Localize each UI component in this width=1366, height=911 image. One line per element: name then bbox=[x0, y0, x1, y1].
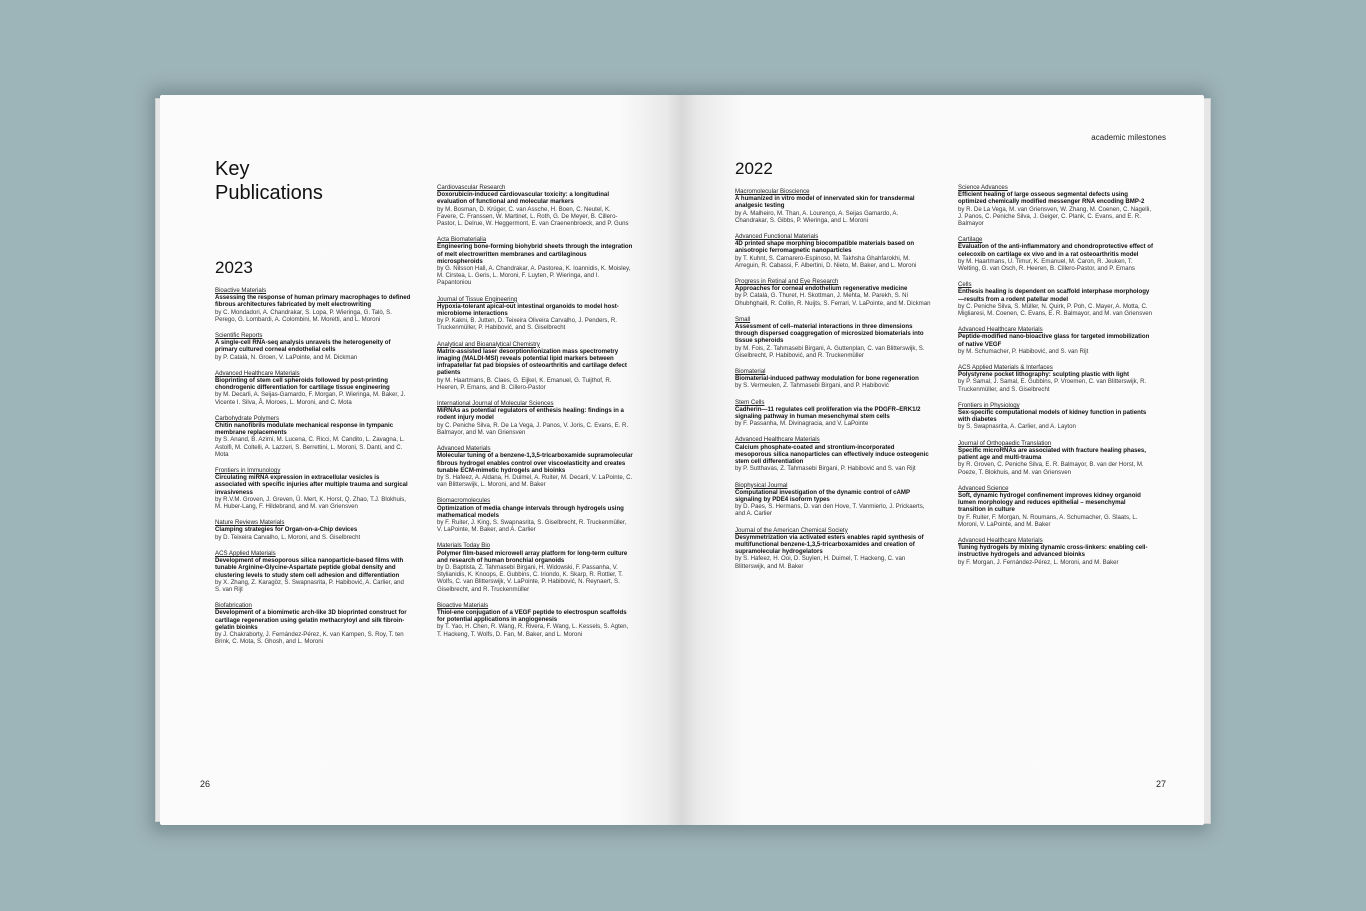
publication-authors: by D. Baptista, Z. Tahmasebi Birgani, H. Widowski, F. Passanha, V. Stylianidis, K. Knoops, E. Gubbins, C. Iriondo, K. Skarp, R. Rottier, T. Wolfs, C. van Blitterswijk, V. LaPointe, P. Habibović, N. Reynaert, S. Giselbrecht, and R. Truckenmüller bbox=[437, 563, 623, 593]
publication-list bbox=[215, 287, 411, 645]
journal-name: Bioactive Materials bbox=[437, 601, 489, 609]
publication-entry bbox=[958, 184, 1154, 227]
journal-name: Scientific Reports bbox=[215, 332, 263, 340]
publication-authors: by M. Schumacher, P. Habibović, and S. van Rijt bbox=[958, 347, 1089, 355]
publication-entry bbox=[735, 436, 931, 472]
publication-entry bbox=[437, 184, 633, 227]
year-heading-2023: 2023 bbox=[215, 258, 253, 277]
journal-name: Bioactive Materials bbox=[215, 287, 267, 294]
journal-name: Science Advances bbox=[958, 184, 1008, 191]
right-column-2 bbox=[958, 184, 1154, 575]
publication-authors: by M. Haartmans, U. Timur, K. Emanuel, M. Caron, R. Jeuken, T. Welting, G. van Osch, R. Heeren, B. Cillero-Pastor, and P. Emans bbox=[958, 257, 1135, 273]
publication-entry bbox=[958, 402, 1154, 431]
left-column-1 bbox=[215, 258, 411, 654]
right-page bbox=[682, 95, 1204, 825]
publication-entry bbox=[735, 368, 931, 390]
publication-entry bbox=[437, 497, 633, 533]
publication-title: Evaluation of the anti-inflammatory and chondroprotective effect of celecoxib on cartilage ex vivo and in a rat osteoarthritis model bbox=[958, 243, 1154, 258]
publication-title: Engineering bone-forming biohybrid sheets through the integration of melt electrowritten membranes and cartilaginous microspheroids bbox=[437, 243, 633, 265]
page-title: Key Publications bbox=[215, 158, 323, 204]
publication-authors: by R. Groven, C. Peniche Silva, E. R. Balmayor, B. van der Horst, M. Poeze, T. Blokhuis, and M. van Griensven bbox=[958, 461, 1144, 476]
publication-title: Doxorubicin-induced cardiovascular toxicity: a longitudinal evaluation of functional and molecular markers bbox=[437, 191, 610, 206]
left-column-2 bbox=[437, 184, 633, 647]
publication-entry bbox=[215, 370, 411, 406]
journal-name: Acta Biomaterialia bbox=[437, 236, 487, 244]
publication-entry bbox=[437, 445, 633, 488]
journal-name: Advanced Functional Materials bbox=[735, 233, 819, 241]
publication-authors: by M. Fois, Z. Tahmasebi Birgani, A. Guttenplan, C. van Blitterswijk, S. Giselbrecht, P. Habibović, and R. Truckenmüller bbox=[735, 344, 925, 359]
publication-title: Bioprinting of stem cell spheroids followed by post-printing chondrogenic differentiation for cartilage tissue engineering bbox=[215, 377, 390, 392]
left-page bbox=[160, 95, 682, 825]
journal-name: Analytical and Bioanalytical Chemistry bbox=[437, 340, 540, 348]
publication-authors: by F. Ruiter, J. King, S. Swapnasrita, S. Giselbrecht, R. Truckenmüller, V. LaPointe, M. Baker, and A. Carlier bbox=[437, 518, 627, 534]
journal-name: Advanced Healthcare Materials bbox=[958, 326, 1043, 334]
journal-name: ACS Applied Materials & Interfaces bbox=[958, 364, 1053, 372]
publication-title: A humanized in vitro model of innervated skin for transdermal analgesic testing bbox=[735, 195, 915, 210]
journal-name: Journal of Tissue Engineering bbox=[437, 295, 518, 303]
publication-authors: by X. Zhang, Z. Karagöz, S. Swapnasrita, P. Habibović, A. Carlier, and S. van Rijt bbox=[215, 578, 404, 593]
journal-name: Biomaterial bbox=[735, 368, 766, 376]
publication-authors: by F. Ruiter, F. Morgan, N. Roumans, A. Schumacher, G. Slaats, L. Moroni, V. LaPointe, and M. Baker bbox=[958, 513, 1138, 528]
publication-title: Assessment of cell–material interactions in three dimensions through dispersed coaggregation of microsized biomaterials into tissue spheroids bbox=[735, 323, 924, 345]
publication-title: Development of a biomimetic arch-like 3D bioprinted construct for cartilage regeneration using gelatin methacryloyl and silk fibroin-gelatin bioinks bbox=[215, 609, 407, 631]
journal-name: Advanced Healthcare Materials bbox=[215, 369, 300, 377]
publication-entry bbox=[958, 236, 1154, 272]
publication-title: Hypoxia-tolerant apical-out intestinal organoids to model host-microbiome interactions bbox=[437, 302, 619, 318]
journal-name: Carbohydrate Polymers bbox=[215, 414, 280, 422]
publication-entry bbox=[215, 602, 411, 645]
journal-name: Small bbox=[735, 315, 751, 323]
publication-authors: by S. Anand, B. Azimi, M. Lucena, C. Ricci, M. Candito, L. Zavagna, L. Astolfi, M. Coltelli, A. Lazzeri, S. Berrettini, L. Moroni, S. Danti, and C. Mota bbox=[215, 436, 405, 458]
publication-authors: by M. Decarli, A. Seijas-Gamardo, F. Morgan, P. Wieringa, M. Baker, J. Vicente I. Silva, Â. Moroes, L. Moroni, and C. Mota bbox=[215, 391, 406, 406]
journal-name: Nature Reviews Materials bbox=[215, 519, 285, 527]
journal-name: Journal of the American Chemical Society bbox=[735, 526, 848, 534]
journal-name: Biophysical Journal bbox=[735, 481, 788, 489]
journal-name: ACS Applied Materials bbox=[215, 549, 276, 557]
journal-name: Journal of Orthopaedic Translation bbox=[958, 439, 1052, 447]
publication-authors: by P. Català, N. Groen, V. LaPointe, and M. Dickman bbox=[215, 353, 358, 361]
publication-title: Molecular tuning of a benzene-1,3,5-tricarboxamide supramolecular fibrous hydrogel enables control over viscoelasticity and creates tunable ECM-mimetic hydrogels and bioinks bbox=[437, 452, 633, 474]
publication-entry bbox=[735, 233, 931, 269]
publication-authors: by T. Kuhnt, S. Camarero-Espinoso, M. Takhsha Ghahfarokhi, M. Arreguin, R. Cabassi, F. Albertini, D. Nieto, M. Baker, and L. Moroni bbox=[735, 254, 917, 269]
publication-authors: by G. Nilsson Hall, A. Chandrakar, A. Pastorea, K. Ioannidis, K. Moisley, M. Cirstea, L. Geris, L. Moroni, F. Luyten, P. Wieringa, and I. Papantoniou bbox=[437, 265, 631, 287]
publication-entry bbox=[735, 188, 931, 224]
publication-authors: by F. Morgan, J. Fernández-Pérez, L. Moroni, and M. Baker bbox=[958, 558, 1119, 566]
publication-title: Sex-specific computational models of kidney function in patients with diabetes bbox=[958, 409, 1147, 424]
publication-authors: by S. Vermeulen, Z. Tahmasebi Birgani, and P. Habibović bbox=[735, 382, 889, 390]
journal-name: Progress in Retinal and Eye Research bbox=[735, 278, 839, 286]
publication-entry bbox=[437, 400, 633, 436]
publication-title: Computational investigation of the dynamic control of cAMP signaling by PDE4 isoform types bbox=[735, 488, 910, 503]
publication-entry bbox=[735, 399, 931, 428]
running-header: academic milestones bbox=[1091, 133, 1166, 142]
publication-authors: by C. Peniche Silva, S. Müller, N. Quirk, P. Poh, C. Mayer, A. Motta, C. Migliaresi, M. Coenen, C. Evans, E. R. Balmayor, and M. van Griensven bbox=[958, 302, 1153, 318]
publication-authors: by F. Passanha, M. Divinagracia, and V. LaPointe bbox=[735, 420, 869, 428]
journal-name: Frontiers in Immunology bbox=[215, 467, 281, 475]
publication-entry bbox=[958, 537, 1154, 566]
publication-title: Efficient healing of large osseous segmental defects using optimized chemically modified messenger RNA encoding BMP-2 bbox=[958, 191, 1145, 206]
publication-entry bbox=[958, 281, 1154, 317]
publication-entry bbox=[735, 482, 931, 518]
publication-authors: by M. Bosman, D. Krüger, C. van Assche, H. Boen, C. Neutel, K. Favere, C. Franssen, W. Martinet, L. Roth, G. De Meyer, B. Cillero-Pastor, L. Delrue, W. Heggermont, E. van Craenenbroeck, and P. Guns bbox=[437, 205, 629, 228]
publication-entry bbox=[437, 602, 633, 638]
publication-entry bbox=[735, 278, 931, 307]
year-heading-2022: 2022 bbox=[735, 159, 773, 178]
publication-title: Calcium phosphate-coated and strontium-incorporated mesoporous silica nanoparticles can effectively induce osteogenic stem cell differentiation bbox=[735, 443, 929, 466]
journal-name: Cells bbox=[958, 281, 972, 289]
publication-authors: by P. Català, G. Thuret, H. Skottman, J. Mehta, M. Parekh, S. Ní Dhubhghaill, R. Collin, R. Nuijts, S. Ferrari, V. LaPointe, and M. Dickman bbox=[735, 292, 931, 307]
journal-name: International Journal of Molecular Sciences bbox=[437, 400, 554, 408]
journal-name: Advanced Healthcare Materials bbox=[735, 436, 820, 444]
publication-title: Specific microRNAs are associated with fracture healing phases, patient age and multi-trauma bbox=[958, 446, 1146, 462]
publication-list bbox=[437, 184, 633, 638]
publication-title: Clamping strategies for Organ-on-a-Chip devices bbox=[215, 526, 358, 534]
publication-entry bbox=[437, 542, 633, 592]
publication-title: Enthesis healing is dependent on scaffold interphase morphology—results from a rodent patellar model bbox=[958, 288, 1150, 303]
publication-title: Polystyrene pocket lithography: sculpting plastic with light bbox=[958, 371, 1129, 379]
journal-name: Advanced Science bbox=[958, 484, 1009, 492]
publication-entry bbox=[735, 316, 931, 359]
publication-title: Biomaterial-induced pathway modulation for bone regeneration bbox=[735, 375, 919, 383]
publication-authors: by C. Peniche Silva, R. De La Vega, J. Panos, V. Joris, C. Evans, E. R. Balmayor, and M. van Griensven bbox=[437, 421, 629, 436]
publication-title: Soft, dynamic hydrogel confinement improves kidney organoid lumen morphology and reduces epithelial – mesenchymal transition in culture bbox=[958, 491, 1141, 514]
publication-entry bbox=[215, 467, 411, 510]
publication-title: Polymer film-based microwell array platform for long-term culture and research of human bronchial organoids bbox=[437, 549, 628, 564]
publication-title: Matrix-assisted laser desorption/ionization mass spectrometry imaging (MALDI-MSI) reveals potential lipid markers between infrapatellar fat pad biopsies of osteoarthritis and cartilage defect patients bbox=[437, 347, 627, 377]
publication-authors: by J. Chakraborty, J. Fernández-Pérez, K. van Kampen, S. Roy, T. ten Brink, C. Mota, S. Ghosh, and L. Moroni bbox=[215, 630, 404, 646]
publication-entry bbox=[437, 236, 633, 286]
publication-authors: by P. Sutthavas, Z. Tahmasebi Birgani, P. Habibović and S. van Rijt bbox=[735, 465, 916, 473]
publication-entry bbox=[958, 364, 1154, 393]
publication-title: MiRNAs as potential regulators of enthesis healing: findings in a rodent injury model bbox=[437, 407, 624, 422]
journal-name: Cartilage bbox=[958, 236, 983, 244]
publication-authors: by M. Haartmans, B. Claes, G. Eijkel, K. Emanuel, G. Tuijthof, R. Heeren, P. Emans, and B. Cillero-Pastor bbox=[437, 376, 612, 391]
publication-authors: by P. Kakni, B. Jutten, D. Teixeira Oliveira Carvalho, J. Penders, R. Truckenmüller, P. Habibović, and S. Giselbrecht bbox=[437, 317, 617, 332]
journal-name: Cardiovascular Research bbox=[437, 184, 506, 191]
publication-authors: by D. Teixeira Carvalho, L. Moroni, and S. Giselbrecht bbox=[215, 533, 361, 541]
publication-authors: by R.V.M. Groven, J. Greven, Ü. Mert, K. Horst, Q. Zhao, T.J. Blokhuis, M. Huber-Lang, F. Hildebrand, and M. van Griensven bbox=[215, 495, 406, 511]
publication-authors: by R. De La Vega, M. van Griensven, W. Zhang, M. Coenen, C. Nagelli, J. Panos, C. Peniche Silva, J. Geiger, C. Plank, C. Evans, and E. R. Balmayor bbox=[958, 205, 1152, 228]
publication-title: Approaches for corneal endothelium regenerative medicine bbox=[735, 285, 908, 293]
publication-authors: by D. Paes, S. Hermans, D. van den Hove, T. Vanmierlo, J. Prickaerts, and A. Carlier bbox=[735, 503, 925, 518]
journal-name: Biofabrication bbox=[215, 602, 252, 610]
publication-entry bbox=[958, 485, 1154, 528]
journal-name: Biomacromolecules bbox=[437, 497, 491, 505]
page-number: 26 bbox=[200, 779, 211, 789]
journal-name: Macromolecular Bioscience bbox=[735, 188, 810, 195]
publication-title: Peptide-modified nano-bioactive glass for targeted immobilization of native VEGF bbox=[958, 333, 1150, 348]
publication-title: Desymmetrization via activated esters enables rapid synthesis of multifunctional benzene-1,3,5-tricarboxamides and creation of supramolecular hydrogelators bbox=[735, 533, 924, 556]
publication-entry bbox=[215, 287, 411, 323]
publication-list bbox=[735, 188, 931, 570]
publication-entry bbox=[215, 332, 411, 361]
journal-name: Materials Today Bio bbox=[437, 542, 491, 550]
publication-authors: by S. Hafeez, A. Aldana, H. Duimel, A. Ruiter, M. Decarli, V. LaPointe, C. van Blitterswijk, L. Moroni, and M. Baker bbox=[437, 473, 633, 489]
journal-name: Advanced Healthcare Materials bbox=[958, 536, 1043, 544]
publication-entry bbox=[437, 296, 633, 332]
publication-authors: by S. Hafeez, H. Ooi, D. Suylen, H. Duimel, T. Hackeng, C. van Blitterswijk, and M. Baker bbox=[735, 555, 906, 570]
publication-entry bbox=[215, 550, 411, 593]
publication-entry bbox=[958, 326, 1154, 355]
publication-entry bbox=[437, 341, 633, 391]
publication-title: 4D printed shape morphing biocompatible materials based on anisotropic ferromagnetic nanoparticles bbox=[735, 240, 915, 255]
publication-authors: by T. Yao, H. Chen, R. Wang, R. Rivera, F. Wang, L. Kessels, S. Agten, T. Hackeng, T. Wolfs, D. Fan, M. Baker, and L. Moroni bbox=[437, 623, 629, 638]
publication-entry bbox=[735, 527, 931, 570]
publication-title: Tuning hydrogels by mixing dynamic cross-linkers: enabling cell-instructive hydrogels and advanced bioinks bbox=[958, 544, 1148, 559]
publication-entry bbox=[958, 440, 1154, 476]
publication-list bbox=[958, 184, 1154, 566]
publication-title: A single-cell RNA-seq analysis unravels the heterogeneity of primary cultured corneal endothelial cells bbox=[215, 339, 391, 354]
publication-title: Chitin nanofibrils modulate mechanical response in tympanic membrane replacements bbox=[215, 422, 394, 437]
publication-title: Development of mesoporous silica nanoparticle-based films with tunable Arginine-Glycine-Aspartate peptide global density and clustering levels to study stem cell adhesion and differentiation bbox=[215, 557, 404, 579]
publication-authors: by C. Mondadori, A. Chandrakar, S. Lopa, P. Wieringa, G. Talò, S. Perego, G. Lombardi, A. Colombini, M. Moretti, and L. Moroni bbox=[215, 308, 392, 323]
publication-title: Optimization of media change intervals through hydrogels using mathematical models bbox=[437, 504, 624, 519]
publication-authors: by A. Malheiro, M. Than, A. Lourenço, A. Seijas Gamardo, A. Chandrakar, S. Gibbs, P. Wieringa, and L. Moroni bbox=[735, 209, 899, 224]
publication-authors: by P. Samal, J. Samal, E. Gubbins, P. Vroemen, C. van Blitterswijk, R. Truckenmüller, and S. Giselbrecht bbox=[958, 378, 1147, 393]
journal-name: Stem Cells bbox=[735, 398, 765, 406]
journal-name: Advanced Materials bbox=[437, 445, 491, 453]
publication-title: Thiol-ene conjugation of a VEGF peptide to electrospun scaffolds for potential applications in angiogenesis bbox=[437, 608, 627, 624]
right-column-1 bbox=[735, 159, 931, 579]
publication-title: Circulating miRNA expression in extracellular vesicles is associated with specific injuries after multiple trauma and surgical invasiveness bbox=[215, 474, 408, 496]
journal-name: Frontiers in Physiology bbox=[958, 401, 1020, 409]
publication-entry bbox=[215, 415, 411, 458]
page-number: 27 bbox=[1155, 779, 1166, 789]
publication-title: Assessing the response of human primary macrophages to defined fibrous architectures fabricated by melt electrowriting bbox=[215, 294, 411, 309]
publication-title: Cadherin—11 regulates cell proliferation via the PDGFR–ERK1/2 signaling pathway in human mesenchymal stem cells bbox=[735, 405, 921, 421]
publication-entry bbox=[215, 519, 411, 541]
publication-authors: by S. Swapnasrita, A. Carlier, and A. Layton bbox=[958, 423, 1076, 431]
